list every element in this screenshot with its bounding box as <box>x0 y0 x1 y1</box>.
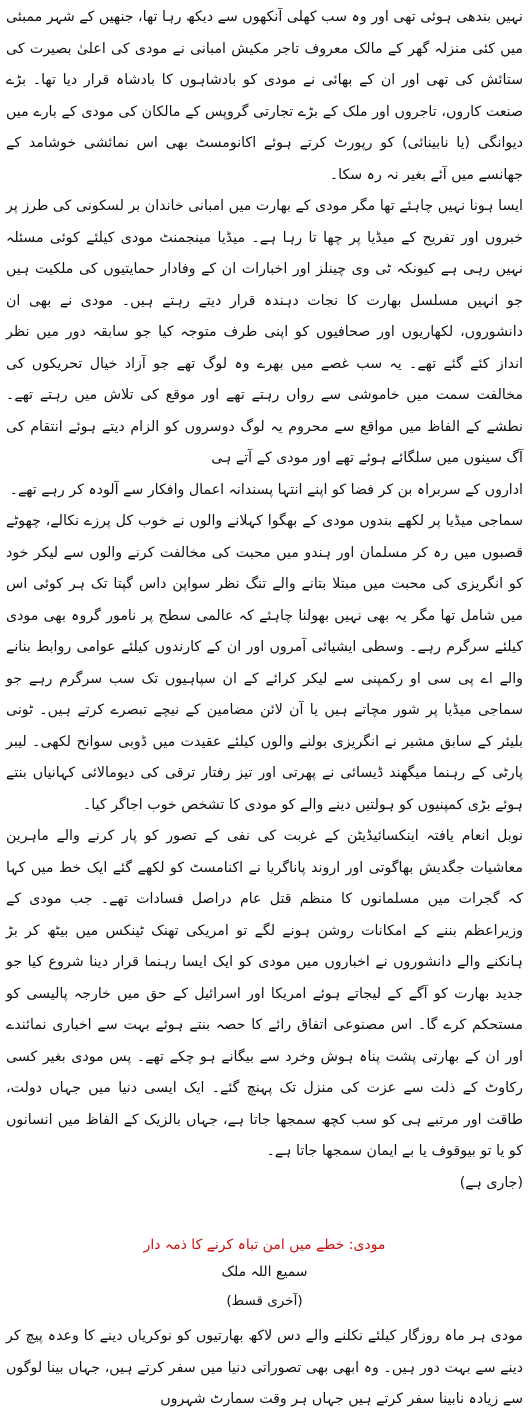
article-paragraph-2: ایسا ہونا نہیں چاہئے تھا مگر مودی کے بھارت میں امبانی خاندان بر لسکونی کی طرز پر خبروں اور تفریح کے میڈیا پر چھا تا رہا ہے۔ میڈیا مینجمنٹ مودی کیلئے کوئی مسئلہ نہیں رہی ہے کیونکہ ٹی وی چینلز اور اخبارات ان کے وفادار حمایتیوں کی ملکیت ہیں جو انہیں مسلسل بھارت کا نجات دہندہ قرار دیتے رہتے ہیں۔ مودی نے بھی ان دانشوروں، لکھاریوں اور صحافیوں کو اپنی طرف متوجہ کیا جو سابقہ دور میں نظر انداز کئے گئے تھے۔ یہ سب غصے میں بھرے وہ لوگ تھے جو آزاد خیال تحریکوں کی مخالفت سمت میں خاموشی سے رواں رہتے تھے اور موقع کی تلاش میں رہتے تھے۔ نطشے کے الفاظ میں مواقع سے محروم یہ لوگ دوسروں کو الزام دیتے ہوئے انتقام کی آگ سینوں میں سلگائے ہوئے تھے اور مودی کے آتے ہی <box>6 198 523 466</box>
instalment-label: (آخری قسط) <box>226 1293 303 1309</box>
author-byline: سمیع اللہ ملک <box>221 1264 308 1280</box>
next-article-headline: مودی: خطے میں امن تباہ کرنے کا ذمہ دار <box>143 1237 386 1253</box>
article-paragraph-5: نوبل انعام یافتہ اینکسائیڈیٹن کے غربت کی نفی کے تصور کو پار کرنے والے ماہرین معاشیات جگدیش بھاگوتی اور اروند پاناگریا نے اکنامسٹ کو لکھے گئے ایک خط میں کہا کہ گجرات میں مسلمانوں کا منظم قتل عام دراصل فسادات تھے۔ جب مودی کے وزیراعظم بننے کے امکانات روشن ہونے لگے تو امریکی تھنک ٹینکس میں بیٹھ کر بڑ ہانکنے والے دانشوروں نے اخباروں میں مودی کو ایک ایسا رہنما قرار دینا شروع کیا جو جدید بھارت کو آگے کے لیجاتے ہوئے امریکا اور اسرائیل کے حق میں خارجہ پالیسی کو مستحکم کرے گا۔ اس مصنوعی اتفاق رائے کا حصہ بنتے ہوئے بہت سے اخباری نمائندے اور ان کے بھارتی پشت پناہ ہوش وخرد سے بیگانے ہو چکے تھے۔ پس مودی بغیر کسی رکاوٹ کے ذلت سے عزت کی منزل تک پہنچ گئے۔ ایک ایسی دنیا میں جہاں دولت، طاقت اور مرتبے ہی کو سب کچھ سمجھا جاتا ہے، جہاں بالزیک کے الفاظ میں انسانوں کو یا تو بیوقوف یا بے ایمان سمجھا جاتا ہے۔ <box>6 828 523 1159</box>
article-paragraph-4: سماجی میڈیا پر لکھے بندوں مودی کے بھگوا کہلانے والوں نے خوب کل پرزے نکالے، چھوٹے قصبوں میں رہ کر مسلمان اور ہندو میں محبت کی مخالفت کرنے والوں سے لیکر خود کو انگریزی کی محبت میں مبتلا بتانے والے تنگ نظر سواپن داس گپتا تک ہر کوئی اس میں شامل تھا مگر یہ بھی نہیں بھولنا چاہئے کہ عالمی سطح پر نامور گروہ بھی مودی کیلئے سرگرم رہے۔ وسطی ایشیائی آمروں اور ان کے کارندوں کیلئے عوامی روابط بنانے والے اے پی سی او رکمپنی سے لیکر کرائے کے ان سپاہیوں تک سب سرگرم رہے جو سماجی میڈیا پر شور مچاتے ہیں یا آن لائن مضامین کے نیچے تبصرے کرتے ہیں۔ ٹونی بلیئر کے سابق مشیر نے انگریزی بولنے والوں کیلئے عقیدت میں ڈوبی سوانح لکھی۔ لیبر پارٹی کے رہنما میگھند ڈیسائی نے پھرتی اور تیز رفتار ترقی کی دیومالائی کہانیاں بنتے ہوئے بڑی کمپنیوں کو ہولتیں دینے والے کو مودی کا تشخص خوب اجاگر کیا۔ <box>6 513 523 813</box>
article-paragraph-3: اداروں کے سربراہ بن کر فضا کو اپنے انتہا پسندانہ اعمال وافکار سے آلودہ کر رہے تھے۔ <box>9 481 523 498</box>
continued-note: (جاری ہے) <box>459 1174 523 1191</box>
article-paragraph-1: نہیں بندھی ہوئی تھی اور وہ سب کھلی آنکھوں سے دیکھ رہا تھا، جنھیں کے شہر ممبئی میں کئی منزلہ گھر کے مالک معروف تاجر مکیش امبانی نے مودی کی اعلیٰ بصیرت کی ستائش کی تھی اور ان کے بھائی نے مودی کو بادشاہوں کا بادشاہ قرار دیا تھا۔ بڑے صنعت کاروں، تاجروں اور ملک کے بڑے تجارتی گروپس کے مالکان کی مودی کے بارے میں دیوانگی (یا نابینائی) کو رپورٹ کرتے ہوئے اکانومسٹ بھی اس نمائشی خوشامد کے جھانسے میں آئے بغیر نہ رہ سکا۔ <box>6 9 523 183</box>
section-gap <box>6 1199 523 1233</box>
next-article-paragraph-1: مودی ہر ماہ روزگار کیلئے نکلنے والے دس لاکھ بھارتیوں کو نوکریاں دینے کا وعدہ پیچ کر دینے سے بہت دور ہیں۔ وہ ابھی بھی تصوراتی دنیا میں سفر کرتے ہیں، جہاں بینا لوگوں سے زیادہ نابینا سفر کرتے ہیں جہاں ہر وقت سمارٹ شہروں <box>6 1328 523 1407</box>
